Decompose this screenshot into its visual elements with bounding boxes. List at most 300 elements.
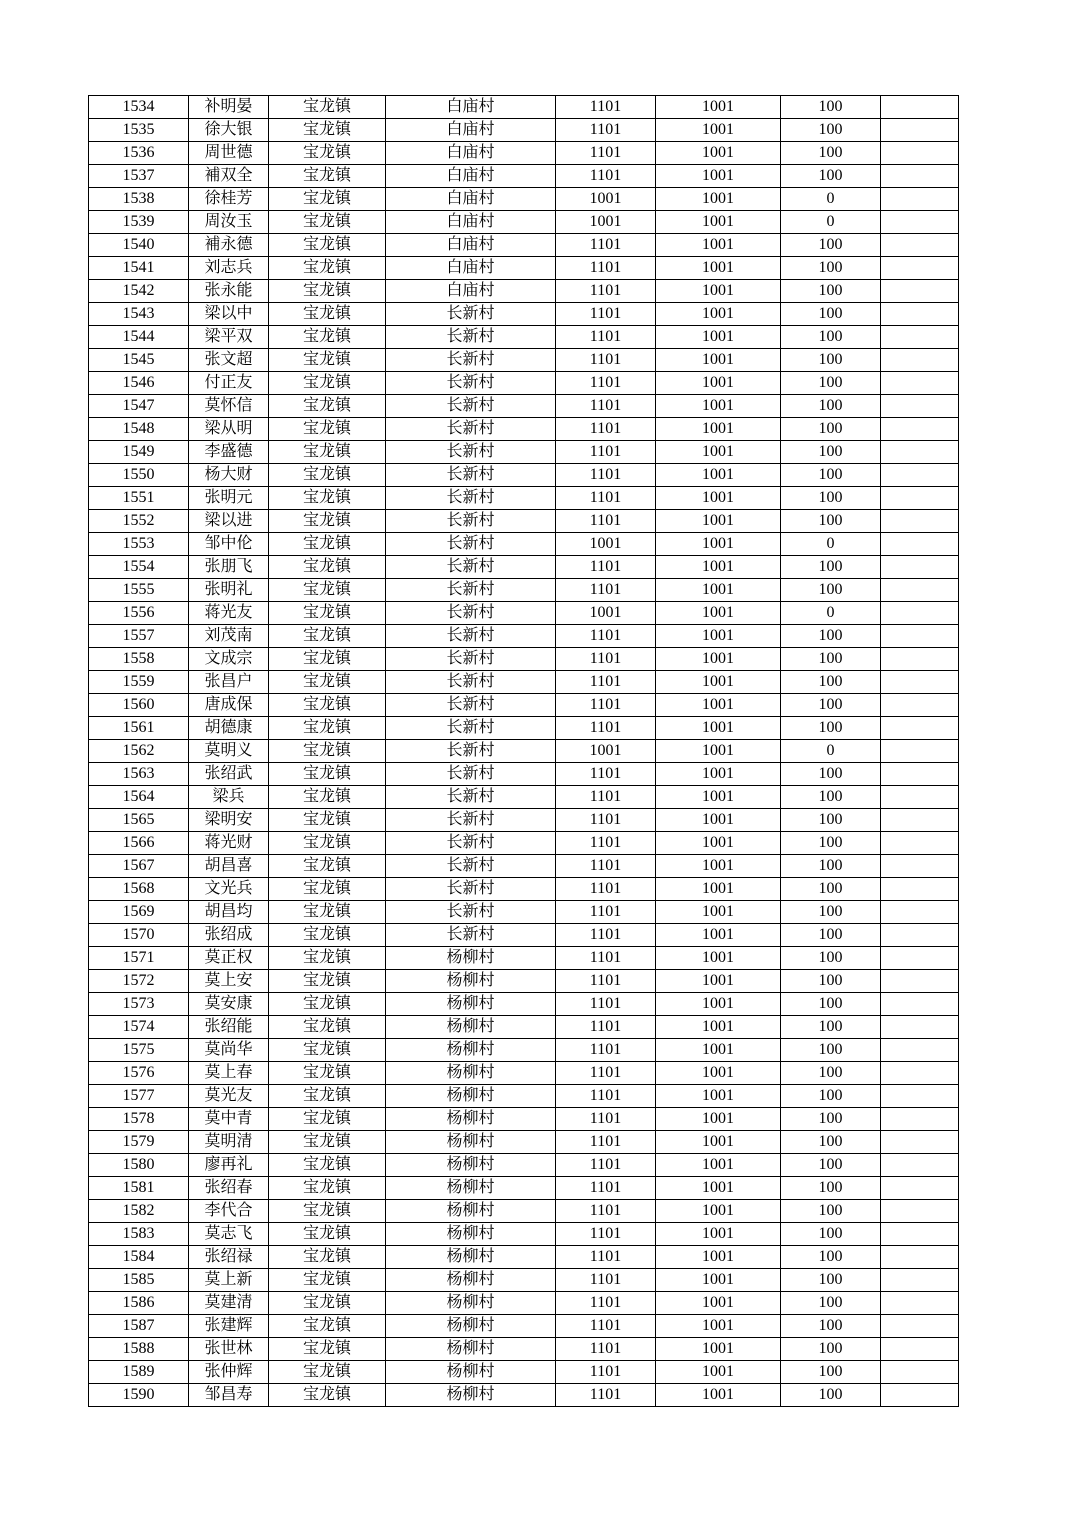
town-cell: 宝龙镇: [269, 165, 386, 188]
blank-cell: [881, 1108, 959, 1131]
village-cell: 长新村: [386, 832, 556, 855]
value-c-cell: 100: [781, 579, 881, 602]
blank-cell: [881, 395, 959, 418]
row-number-cell: 1574: [89, 1016, 189, 1039]
table-row: [89, 924, 959, 947]
value-b-cell: 1001: [656, 1016, 781, 1039]
town-cell: 宝龙镇: [269, 694, 386, 717]
blank-cell: [881, 832, 959, 855]
village-cell: 长新村: [386, 510, 556, 533]
name-cell: 莫上春: [189, 1062, 269, 1085]
value-c-cell: 100: [781, 326, 881, 349]
row-number-cell: 1559: [89, 671, 189, 694]
value-a-cell: 1101: [556, 993, 656, 1016]
table-row: [89, 441, 959, 464]
value-a-cell: 1101: [556, 372, 656, 395]
blank-cell: [881, 1384, 959, 1407]
value-a-cell: 1101: [556, 280, 656, 303]
name-cell: 补明晏: [189, 96, 269, 119]
town-cell: 宝龙镇: [269, 855, 386, 878]
value-c-cell: 100: [781, 1384, 881, 1407]
value-a-cell: 1001: [556, 740, 656, 763]
value-c-cell: 100: [781, 1269, 881, 1292]
blank-cell: [881, 326, 959, 349]
value-c-cell: 0: [781, 740, 881, 763]
village-cell: 长新村: [386, 556, 556, 579]
row-number-cell: 1587: [89, 1315, 189, 1338]
row-number-cell: 1578: [89, 1108, 189, 1131]
town-cell: 宝龙镇: [269, 786, 386, 809]
blank-cell: [881, 1154, 959, 1177]
table-row: [89, 487, 959, 510]
blank-cell: [881, 418, 959, 441]
value-b-cell: 1001: [656, 786, 781, 809]
value-c-cell: 100: [781, 1200, 881, 1223]
value-b-cell: 1001: [656, 579, 781, 602]
value-a-cell: 1101: [556, 556, 656, 579]
village-cell: 长新村: [386, 533, 556, 556]
blank-cell: [881, 970, 959, 993]
value-a-cell: 1101: [556, 1246, 656, 1269]
village-cell: 白庙村: [386, 280, 556, 303]
village-cell: 杨柳村: [386, 1384, 556, 1407]
value-a-cell: 1001: [556, 602, 656, 625]
name-cell: 杨大财: [189, 464, 269, 487]
name-cell: 刘茂南: [189, 625, 269, 648]
town-cell: 宝龙镇: [269, 257, 386, 280]
value-a-cell: 1101: [556, 1361, 656, 1384]
table-row: [89, 1039, 959, 1062]
name-cell: 张明元: [189, 487, 269, 510]
row-number-cell: 1581: [89, 1177, 189, 1200]
row-number-cell: 1588: [89, 1338, 189, 1361]
village-cell: 白庙村: [386, 211, 556, 234]
table-row: [89, 855, 959, 878]
name-cell: 唐成保: [189, 694, 269, 717]
value-a-cell: 1101: [556, 809, 656, 832]
town-cell: 宝龙镇: [269, 487, 386, 510]
value-c-cell: 100: [781, 1223, 881, 1246]
value-b-cell: 1001: [656, 1200, 781, 1223]
town-cell: 宝龙镇: [269, 211, 386, 234]
town-cell: 宝龙镇: [269, 1338, 386, 1361]
value-c-cell: 0: [781, 211, 881, 234]
village-cell: 长新村: [386, 487, 556, 510]
town-cell: 宝龙镇: [269, 280, 386, 303]
value-b-cell: 1001: [656, 1338, 781, 1361]
value-c-cell: 100: [781, 1154, 881, 1177]
table-row: [89, 947, 959, 970]
value-c-cell: 100: [781, 671, 881, 694]
table-row: [89, 1223, 959, 1246]
table-row: [89, 1384, 959, 1407]
value-b-cell: 1001: [656, 556, 781, 579]
value-b-cell: 1001: [656, 878, 781, 901]
value-b-cell: 1001: [656, 625, 781, 648]
village-cell: 杨柳村: [386, 1361, 556, 1384]
village-cell: 杨柳村: [386, 1177, 556, 1200]
name-cell: 周世德: [189, 142, 269, 165]
value-c-cell: 100: [781, 717, 881, 740]
value-b-cell: 1001: [656, 257, 781, 280]
value-c-cell: 100: [781, 1361, 881, 1384]
value-a-cell: 1101: [556, 924, 656, 947]
village-cell: 杨柳村: [386, 1223, 556, 1246]
blank-cell: [881, 280, 959, 303]
row-number-cell: 1543: [89, 303, 189, 326]
table-row: [89, 119, 959, 142]
name-cell: 莫尚华: [189, 1039, 269, 1062]
value-b-cell: 1001: [656, 1154, 781, 1177]
town-cell: 宝龙镇: [269, 1039, 386, 1062]
name-cell: 莫正权: [189, 947, 269, 970]
blank-cell: [881, 809, 959, 832]
table-row: [89, 165, 959, 188]
value-a-cell: 1001: [556, 211, 656, 234]
value-b-cell: 1001: [656, 1223, 781, 1246]
town-cell: 宝龙镇: [269, 188, 386, 211]
village-cell: 长新村: [386, 326, 556, 349]
village-cell: 杨柳村: [386, 1200, 556, 1223]
value-c-cell: 100: [781, 694, 881, 717]
blank-cell: [881, 1085, 959, 1108]
value-a-cell: 1101: [556, 1315, 656, 1338]
row-number-cell: 1561: [89, 717, 189, 740]
village-cell: 杨柳村: [386, 1062, 556, 1085]
name-cell: 邹昌寿: [189, 1384, 269, 1407]
town-cell: 宝龙镇: [269, 1108, 386, 1131]
value-a-cell: 1101: [556, 1223, 656, 1246]
value-a-cell: 1101: [556, 579, 656, 602]
blank-cell: [881, 142, 959, 165]
town-cell: 宝龙镇: [269, 372, 386, 395]
village-cell: 长新村: [386, 441, 556, 464]
town-cell: 宝龙镇: [269, 96, 386, 119]
table-row: [89, 625, 959, 648]
town-cell: 宝龙镇: [269, 1384, 386, 1407]
value-b-cell: 1001: [656, 395, 781, 418]
blank-cell: [881, 1292, 959, 1315]
row-number-cell: 1545: [89, 349, 189, 372]
table-row: [89, 878, 959, 901]
name-cell: 胡昌喜: [189, 855, 269, 878]
blank-cell: [881, 556, 959, 579]
value-b-cell: 1001: [656, 1361, 781, 1384]
blank-cell: [881, 372, 959, 395]
value-c-cell: 100: [781, 142, 881, 165]
row-number-cell: 1550: [89, 464, 189, 487]
name-cell: 莫明清: [189, 1131, 269, 1154]
value-c-cell: 100: [781, 924, 881, 947]
town-cell: 宝龙镇: [269, 119, 386, 142]
value-c-cell: 100: [781, 418, 881, 441]
blank-cell: [881, 786, 959, 809]
value-c-cell: 100: [781, 947, 881, 970]
table-row: [89, 510, 959, 533]
name-cell: 张文超: [189, 349, 269, 372]
town-cell: 宝龙镇: [269, 970, 386, 993]
name-cell: 莫怀信: [189, 395, 269, 418]
value-a-cell: 1101: [556, 1131, 656, 1154]
town-cell: 宝龙镇: [269, 740, 386, 763]
name-cell: 胡昌均: [189, 901, 269, 924]
blank-cell: [881, 188, 959, 211]
table-row: [89, 1062, 959, 1085]
value-b-cell: 1001: [656, 947, 781, 970]
value-b-cell: 1001: [656, 533, 781, 556]
town-cell: 宝龙镇: [269, 625, 386, 648]
town-cell: 宝龙镇: [269, 1361, 386, 1384]
table-row: [89, 395, 959, 418]
blank-cell: [881, 211, 959, 234]
value-a-cell: 1101: [556, 510, 656, 533]
value-a-cell: 1101: [556, 303, 656, 326]
value-c-cell: 100: [781, 303, 881, 326]
table-row: [89, 257, 959, 280]
village-cell: 白庙村: [386, 257, 556, 280]
value-b-cell: 1001: [656, 717, 781, 740]
village-cell: 杨柳村: [386, 1108, 556, 1131]
value-c-cell: 100: [781, 1338, 881, 1361]
name-cell: 梁平双: [189, 326, 269, 349]
village-cell: 长新村: [386, 349, 556, 372]
value-b-cell: 1001: [656, 165, 781, 188]
row-number-cell: 1576: [89, 1062, 189, 1085]
table-row: [89, 694, 959, 717]
village-cell: 杨柳村: [386, 1131, 556, 1154]
value-b-cell: 1001: [656, 1315, 781, 1338]
blank-cell: [881, 96, 959, 119]
village-cell: 杨柳村: [386, 1292, 556, 1315]
value-a-cell: 1101: [556, 671, 656, 694]
value-b-cell: 1001: [656, 188, 781, 211]
blank-cell: [881, 694, 959, 717]
row-number-cell: 1583: [89, 1223, 189, 1246]
table-row: [89, 349, 959, 372]
name-cell: 徐桂芳: [189, 188, 269, 211]
row-number-cell: 1535: [89, 119, 189, 142]
value-c-cell: 100: [781, 993, 881, 1016]
town-cell: 宝龙镇: [269, 648, 386, 671]
blank-cell: [881, 464, 959, 487]
value-c-cell: 100: [781, 855, 881, 878]
blank-cell: [881, 487, 959, 510]
table-row: [89, 1269, 959, 1292]
town-cell: 宝龙镇: [269, 1246, 386, 1269]
name-cell: 张世林: [189, 1338, 269, 1361]
value-c-cell: 100: [781, 901, 881, 924]
value-c-cell: 100: [781, 372, 881, 395]
table-body: [89, 96, 959, 1407]
value-b-cell: 1001: [656, 1062, 781, 1085]
blank-cell: [881, 165, 959, 188]
name-cell: 莫上安: [189, 970, 269, 993]
table-row: [89, 1085, 959, 1108]
data-table: [88, 95, 959, 1407]
name-cell: 张永能: [189, 280, 269, 303]
town-cell: 宝龙镇: [269, 533, 386, 556]
village-cell: 长新村: [386, 602, 556, 625]
row-number-cell: 1539: [89, 211, 189, 234]
village-cell: 杨柳村: [386, 1269, 556, 1292]
value-a-cell: 1101: [556, 349, 656, 372]
value-c-cell: 100: [781, 1315, 881, 1338]
town-cell: 宝龙镇: [269, 602, 386, 625]
value-b-cell: 1001: [656, 924, 781, 947]
village-cell: 长新村: [386, 901, 556, 924]
row-number-cell: 1562: [89, 740, 189, 763]
village-cell: 长新村: [386, 740, 556, 763]
value-b-cell: 1001: [656, 1131, 781, 1154]
value-a-cell: 1101: [556, 786, 656, 809]
blank-cell: [881, 1361, 959, 1384]
name-cell: 邹中伦: [189, 533, 269, 556]
village-cell: 长新村: [386, 855, 556, 878]
value-b-cell: 1001: [656, 809, 781, 832]
town-cell: 宝龙镇: [269, 326, 386, 349]
name-cell: 李盛德: [189, 441, 269, 464]
row-number-cell: 1580: [89, 1154, 189, 1177]
row-number-cell: 1586: [89, 1292, 189, 1315]
value-c-cell: 100: [781, 510, 881, 533]
village-cell: 长新村: [386, 924, 556, 947]
value-b-cell: 1001: [656, 372, 781, 395]
value-c-cell: 100: [781, 1246, 881, 1269]
village-cell: 白庙村: [386, 142, 556, 165]
value-b-cell: 1001: [656, 142, 781, 165]
village-cell: 白庙村: [386, 234, 556, 257]
value-b-cell: 1001: [656, 234, 781, 257]
value-c-cell: 100: [781, 395, 881, 418]
blank-cell: [881, 855, 959, 878]
value-a-cell: 1101: [556, 257, 656, 280]
value-a-cell: 1101: [556, 625, 656, 648]
value-a-cell: 1101: [556, 1154, 656, 1177]
name-cell: 補永德: [189, 234, 269, 257]
name-cell: 補双全: [189, 165, 269, 188]
row-number-cell: 1534: [89, 96, 189, 119]
table-row: [89, 1315, 959, 1338]
value-a-cell: 1101: [556, 878, 656, 901]
value-a-cell: 1101: [556, 1085, 656, 1108]
town-cell: 宝龙镇: [269, 1016, 386, 1039]
name-cell: 张绍禄: [189, 1246, 269, 1269]
blank-cell: [881, 1131, 959, 1154]
value-a-cell: 1101: [556, 1200, 656, 1223]
value-a-cell: 1101: [556, 855, 656, 878]
table-row: [89, 832, 959, 855]
value-b-cell: 1001: [656, 464, 781, 487]
row-number-cell: 1536: [89, 142, 189, 165]
town-cell: 宝龙镇: [269, 1223, 386, 1246]
value-c-cell: 100: [781, 1108, 881, 1131]
town-cell: 宝龙镇: [269, 142, 386, 165]
town-cell: 宝龙镇: [269, 1200, 386, 1223]
row-number-cell: 1537: [89, 165, 189, 188]
row-number-cell: 1566: [89, 832, 189, 855]
blank-cell: [881, 119, 959, 142]
value-a-cell: 1101: [556, 947, 656, 970]
blank-cell: [881, 533, 959, 556]
row-number-cell: 1538: [89, 188, 189, 211]
table-row: [89, 303, 959, 326]
value-c-cell: 100: [781, 1292, 881, 1315]
value-a-cell: 1101: [556, 832, 656, 855]
village-cell: 杨柳村: [386, 1016, 556, 1039]
table-row: [89, 372, 959, 395]
value-c-cell: 0: [781, 188, 881, 211]
blank-cell: [881, 441, 959, 464]
table-row: [89, 188, 959, 211]
value-b-cell: 1001: [656, 349, 781, 372]
row-number-cell: 1570: [89, 924, 189, 947]
value-b-cell: 1001: [656, 1292, 781, 1315]
value-a-cell: 1101: [556, 1108, 656, 1131]
blank-cell: [881, 740, 959, 763]
name-cell: 蒋光友: [189, 602, 269, 625]
value-c-cell: 100: [781, 878, 881, 901]
row-number-cell: 1572: [89, 970, 189, 993]
value-c-cell: 100: [781, 441, 881, 464]
blank-cell: [881, 1269, 959, 1292]
village-cell: 杨柳村: [386, 970, 556, 993]
village-cell: 长新村: [386, 464, 556, 487]
table-row: [89, 763, 959, 786]
value-c-cell: 100: [781, 809, 881, 832]
value-c-cell: 100: [781, 165, 881, 188]
village-cell: 长新村: [386, 763, 556, 786]
table-row: [89, 579, 959, 602]
blank-cell: [881, 947, 959, 970]
row-number-cell: 1546: [89, 372, 189, 395]
value-b-cell: 1001: [656, 901, 781, 924]
village-cell: 杨柳村: [386, 1154, 556, 1177]
blank-cell: [881, 763, 959, 786]
village-cell: 杨柳村: [386, 993, 556, 1016]
name-cell: 张明礼: [189, 579, 269, 602]
town-cell: 宝龙镇: [269, 717, 386, 740]
name-cell: 周汝玉: [189, 211, 269, 234]
value-c-cell: 100: [781, 786, 881, 809]
name-cell: 莫光友: [189, 1085, 269, 1108]
table-row: [89, 717, 959, 740]
value-a-cell: 1101: [556, 418, 656, 441]
row-number-cell: 1582: [89, 1200, 189, 1223]
table-row: [89, 1016, 959, 1039]
table-row: [89, 1108, 959, 1131]
value-b-cell: 1001: [656, 602, 781, 625]
value-b-cell: 1001: [656, 1246, 781, 1269]
blank-cell: [881, 1039, 959, 1062]
row-number-cell: 1565: [89, 809, 189, 832]
value-c-cell: 100: [781, 96, 881, 119]
row-number-cell: 1544: [89, 326, 189, 349]
row-number-cell: 1573: [89, 993, 189, 1016]
value-c-cell: 100: [781, 487, 881, 510]
table-row: [89, 1292, 959, 1315]
blank-cell: [881, 1338, 959, 1361]
name-cell: 刘志兵: [189, 257, 269, 280]
town-cell: 宝龙镇: [269, 556, 386, 579]
value-a-cell: 1101: [556, 1177, 656, 1200]
row-number-cell: 1548: [89, 418, 189, 441]
table-row: [89, 142, 959, 165]
value-b-cell: 1001: [656, 1039, 781, 1062]
town-cell: 宝龙镇: [269, 1292, 386, 1315]
name-cell: 张建辉: [189, 1315, 269, 1338]
name-cell: 梁兵: [189, 786, 269, 809]
town-cell: 宝龙镇: [269, 832, 386, 855]
